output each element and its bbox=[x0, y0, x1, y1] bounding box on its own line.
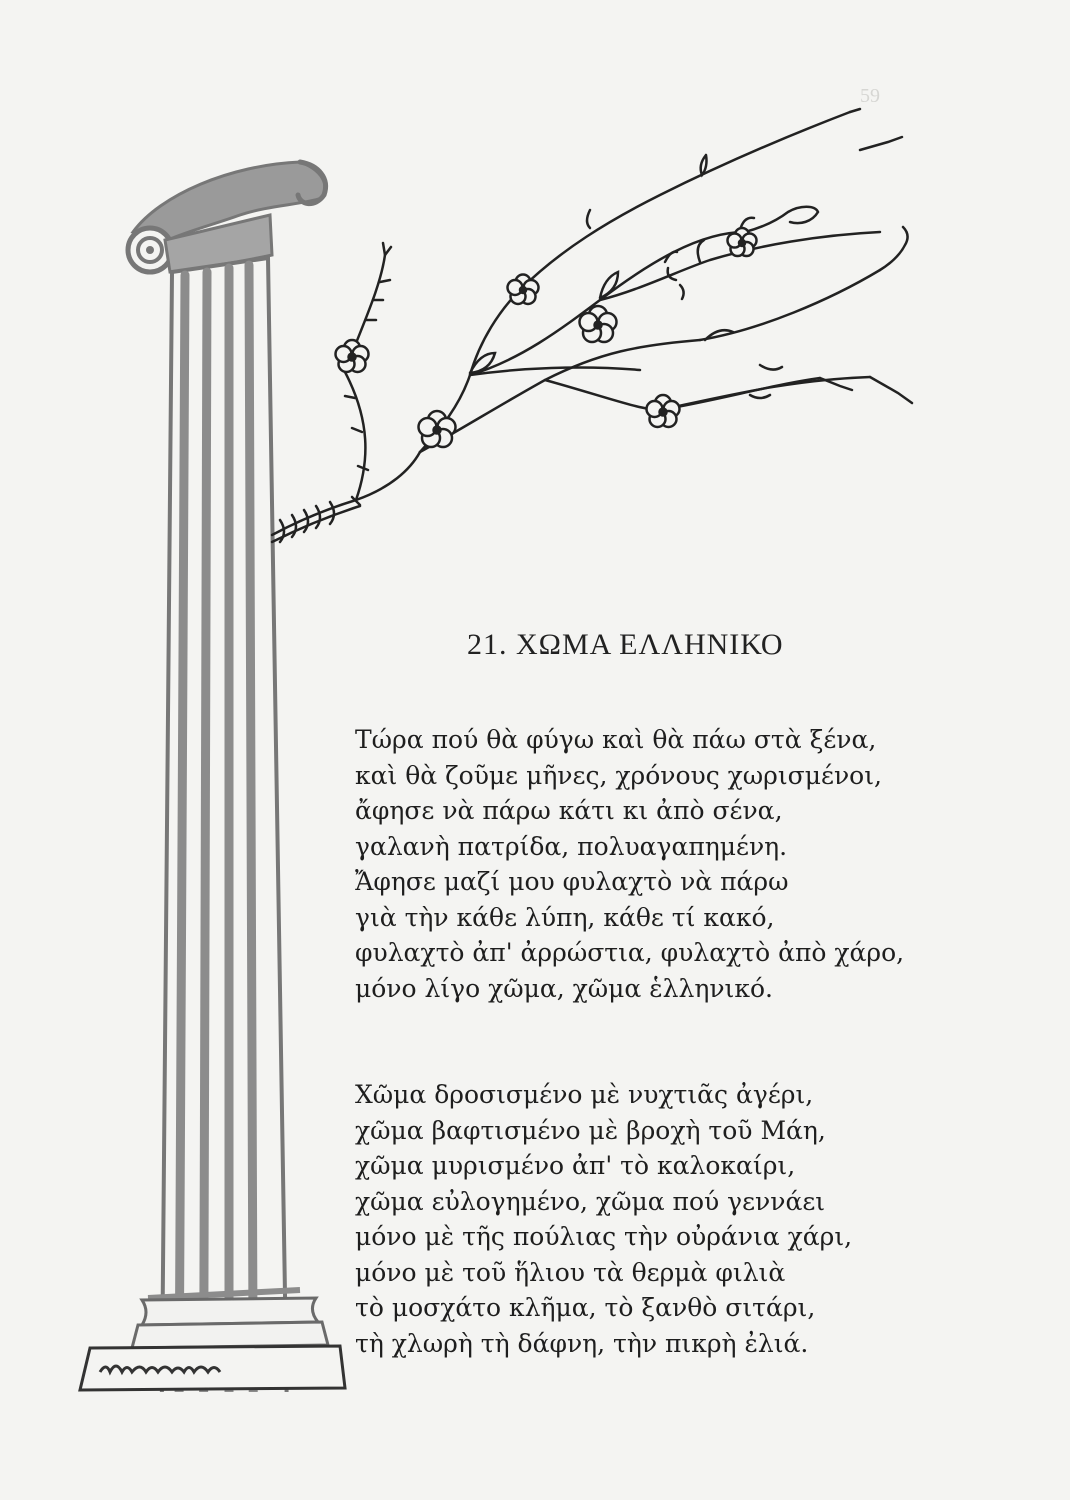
poem-line: φυλαχτὸ ἀπ' ἀρρώστια, φυλαχτὸ ἀπὸ χάρο, bbox=[355, 938, 905, 967]
poem-line: Χῶμα δροσισμένο μὲ νυχτιᾶς ἀγέρι, bbox=[355, 1080, 814, 1109]
poem-line: γαλανὴ πατρίδα, πολυαγαπημένη. bbox=[355, 831, 788, 861]
blossom-icon bbox=[508, 275, 539, 305]
poem-line: χῶμα εὐλογημένο, χῶμα πού γεννάει bbox=[355, 1186, 826, 1216]
blossom-icon bbox=[647, 395, 680, 427]
blossom-icon bbox=[336, 340, 369, 372]
bleed-through-page-number: 59 bbox=[860, 85, 880, 107]
poem-line: τὸ μοσχάτο κλῆμα, τὸ ξανθὸ σιτάρι, bbox=[355, 1293, 816, 1322]
poem-line: μόνο μὲ τοῦ ἥλιου τὰ θερμὰ φιλιὰ bbox=[355, 1257, 786, 1287]
poem-line: μόνο λίγο χῶμα, χῶμα ἑλληνικό. bbox=[355, 973, 773, 1003]
stanza-1 bbox=[355, 722, 904, 1006]
poem-line: τὴ χλωρὴ τὴ δάφνη, τὴν πικρὴ ἐλιά. bbox=[355, 1328, 809, 1358]
stanza-2 bbox=[355, 1077, 852, 1361]
poem-line: Ἄφησε μαζί μου φυλαχτὸ νὰ πάρω bbox=[355, 867, 789, 896]
poem-line: Τώρα πού θὰ φύγω καὶ θὰ πάω στὰ ξένα, bbox=[355, 725, 877, 754]
poem-line: ἄφησε νὰ πάρω κάτι κι ἀπὸ σένα, bbox=[355, 796, 783, 825]
poem-line: χῶμα μυρισμένο ἀπ' τὸ καλοκαίρι, bbox=[355, 1151, 796, 1180]
poem-line: καὶ θὰ ζοῦμε μῆνες, χρόνους χωρισμένοι, bbox=[355, 760, 882, 790]
poem-line: μόνο μὲ τῆς πούλιας τὴν οὐράνια χάρι, bbox=[355, 1222, 853, 1251]
poem-line: γιὰ τὴν κάθε λύπη, κάθε τί κακό, bbox=[355, 902, 775, 932]
poem-title: 21. ΧΩΜΑ ΕΛΛΗΝΙΚΟ bbox=[467, 628, 784, 661]
poem-line: χῶμα βαφτισμένο μὲ βροχὴ τοῦ Μάη, bbox=[355, 1115, 826, 1145]
